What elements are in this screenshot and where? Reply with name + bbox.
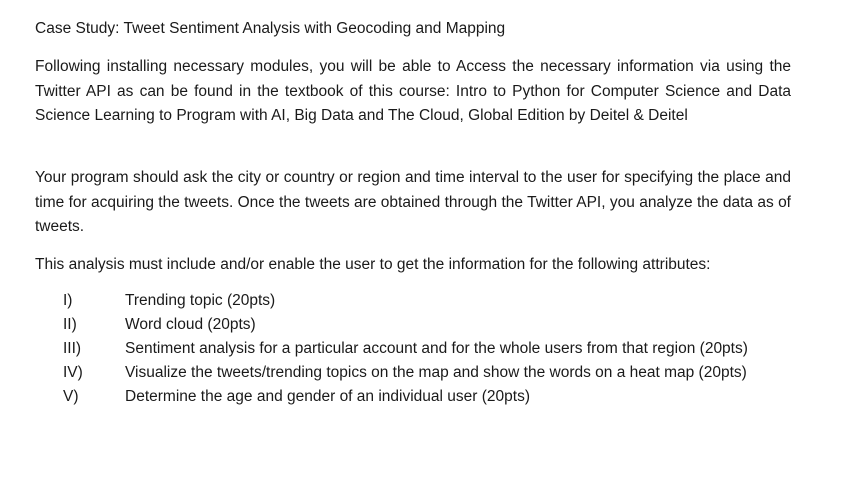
list-item-number: IV) — [63, 364, 83, 381]
list-item — [35, 313, 791, 337]
attribute-list — [35, 289, 791, 409]
list-item-number: III) — [63, 340, 82, 357]
list-item-text: Visualize the tweets/trending topics on the map and show the words on a heat map (20pts) — [125, 364, 747, 381]
list-item — [35, 385, 791, 409]
paragraph-intro: Following installing necessary modules, you will be able to Access the necessary information via using the Twitter API as can be found in the textbook of this course: Intro to Python for Computer Science and Data Science Learning to Program with AI, Big Data and The Cloud, Global Edition by Deitel & Deitel — [35, 58, 791, 124]
paragraph-analysis: This analysis must include and/or enable the user to get the information for the following attributes: — [35, 256, 711, 273]
list-item-text: Sentiment analysis for a particular account and for the whole users from that region (20pts) — [125, 340, 748, 357]
list-item — [35, 289, 791, 313]
list-item-text: Determine the age and gender of an individual user (20pts) — [125, 388, 530, 405]
list-item-text: Trending topic (20pts) — [125, 292, 276, 309]
document-title: Case Study: Tweet Sentiment Analysis with Geocoding and Mapping — [35, 20, 506, 37]
list-item-number: V) — [63, 388, 79, 405]
list-item-number: I) — [63, 292, 73, 309]
paragraph-program: Your program should ask the city or country or region and time interval to the user for specifying the place and time for acquiring the tweets. Once the tweets are obtained through the Twitter API, you analyze the data as of tweets. — [35, 169, 791, 235]
list-item — [35, 337, 791, 361]
list-item-number: II) — [63, 316, 77, 333]
list-item — [35, 361, 791, 385]
list-item-text: Word cloud (20pts) — [125, 316, 256, 333]
